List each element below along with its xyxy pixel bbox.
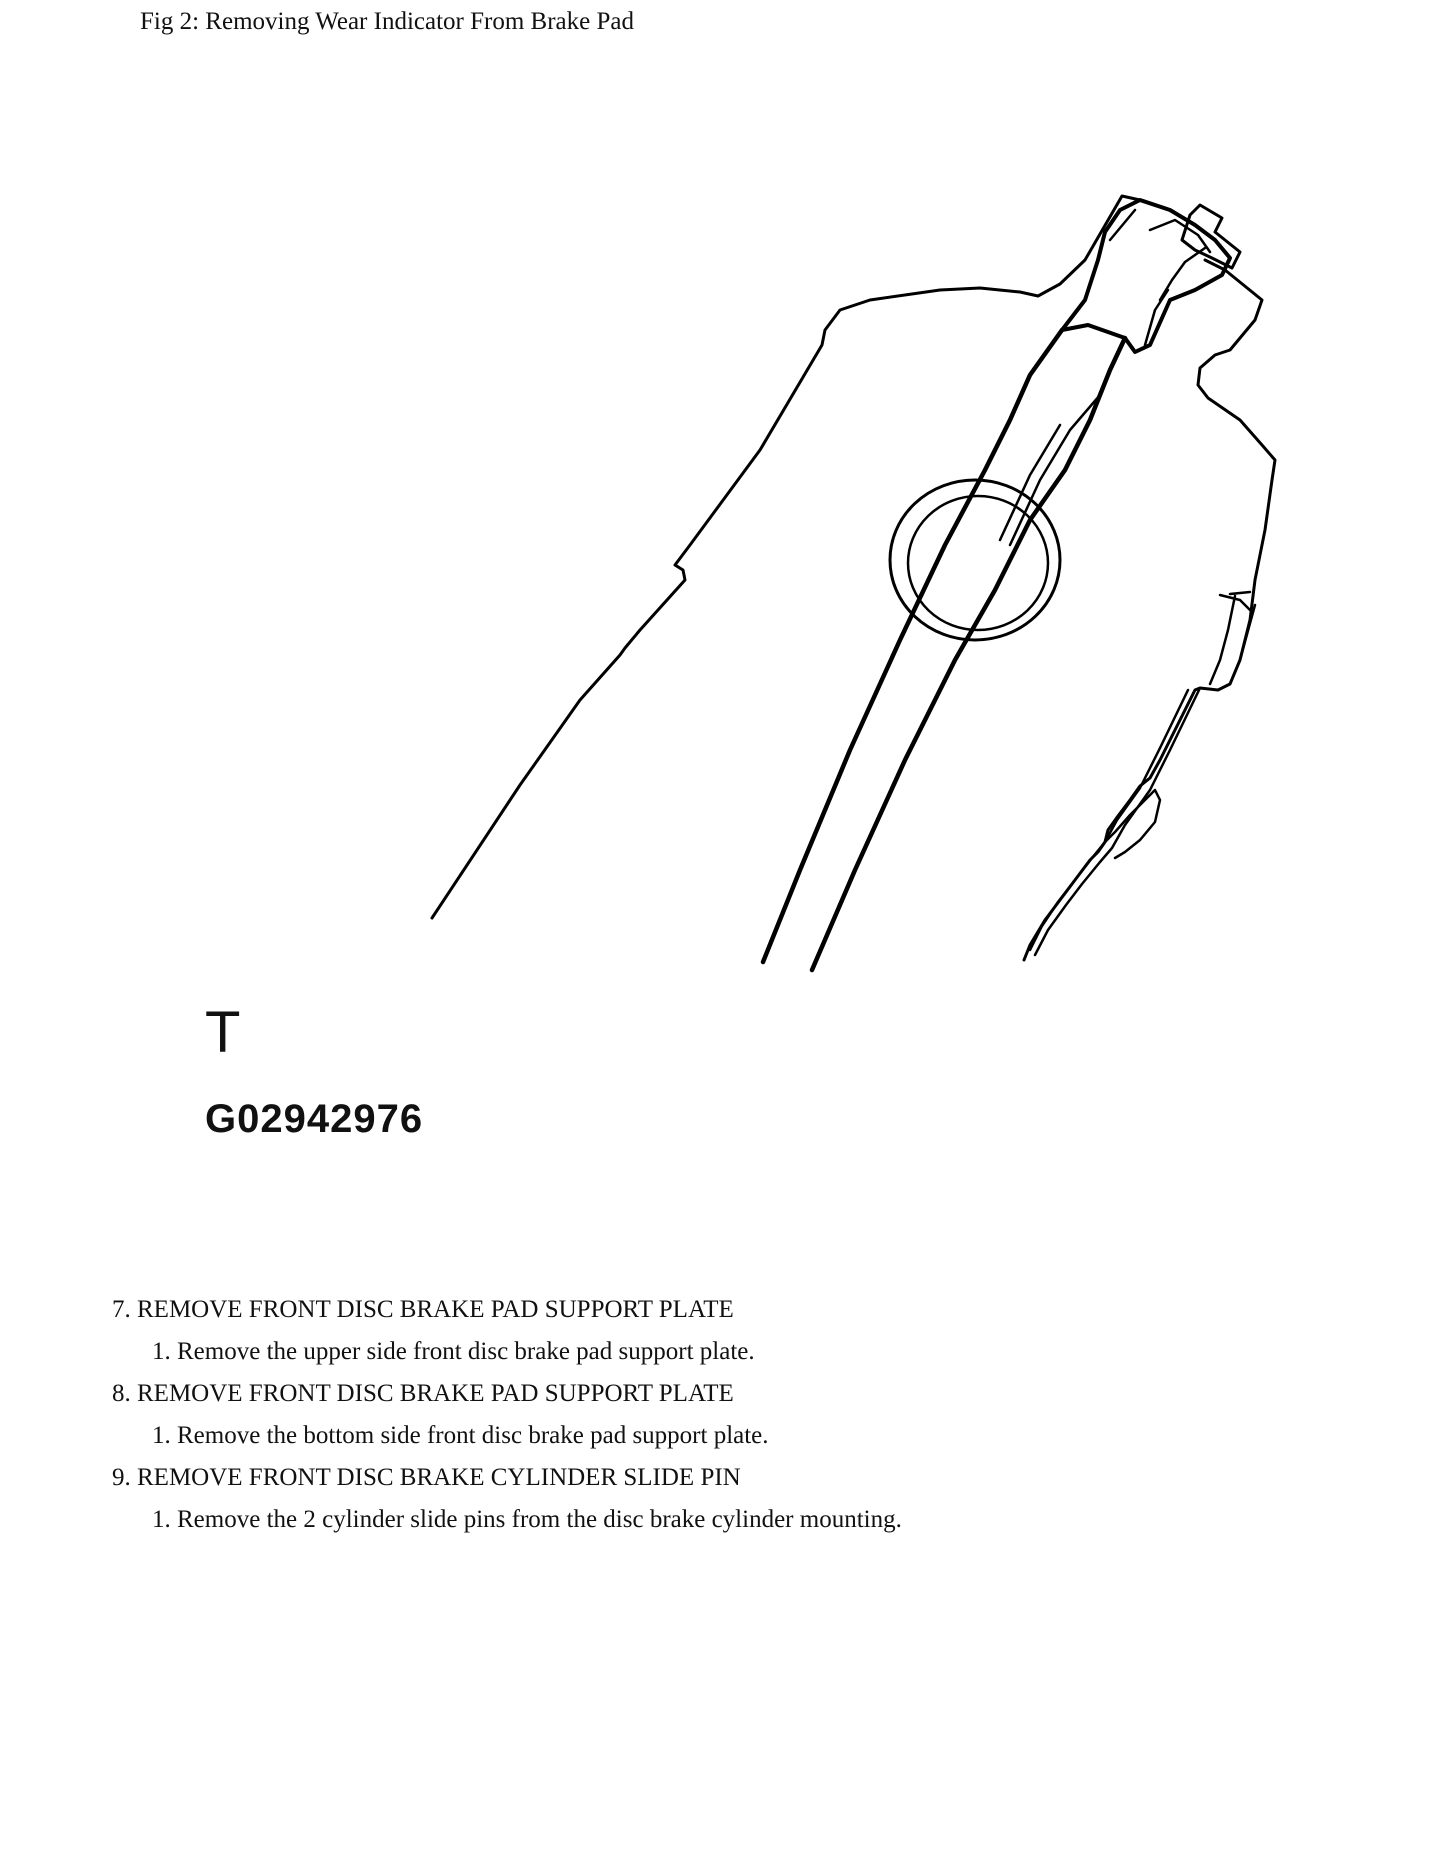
tool-bar-left — [763, 330, 1062, 962]
pad-hole-outer — [890, 480, 1060, 640]
pad-outline-left — [432, 196, 1140, 918]
pad-outline-right — [1024, 260, 1275, 960]
step-substep: 1. Remove the bottom side front disc brake pad support plate. — [152, 1422, 769, 1449]
step-substep: 1. Remove the upper side front disc brake pad support plate. — [152, 1338, 755, 1365]
step-title: 7. REMOVE FRONT DISC BRAKE PAD SUPPORT PLATE — [112, 1296, 734, 1323]
pad-hole-inner — [908, 496, 1048, 630]
orientation-mark: T — [205, 1000, 241, 1065]
procedure-steps — [112, 1292, 1362, 1544]
figure-code: G02942976 — [205, 1097, 424, 1141]
step-substep: 1. Remove the 2 cylinder slide pins from the disc brake cylinder mounting. — [152, 1506, 902, 1533]
pad-outline-right-inner — [1210, 592, 1255, 684]
step-title: 8. REMOVE FRONT DISC BRAKE PAD SUPPORT PLATE — [112, 1380, 734, 1407]
fig-caption: Fig 2: Removing Wear Indicator From Brake Pad — [140, 8, 634, 35]
tool-head — [1062, 200, 1230, 352]
step-title: 9. REMOVE FRONT DISC BRAKE CYLINDER SLIDE PIN — [112, 1464, 741, 1491]
